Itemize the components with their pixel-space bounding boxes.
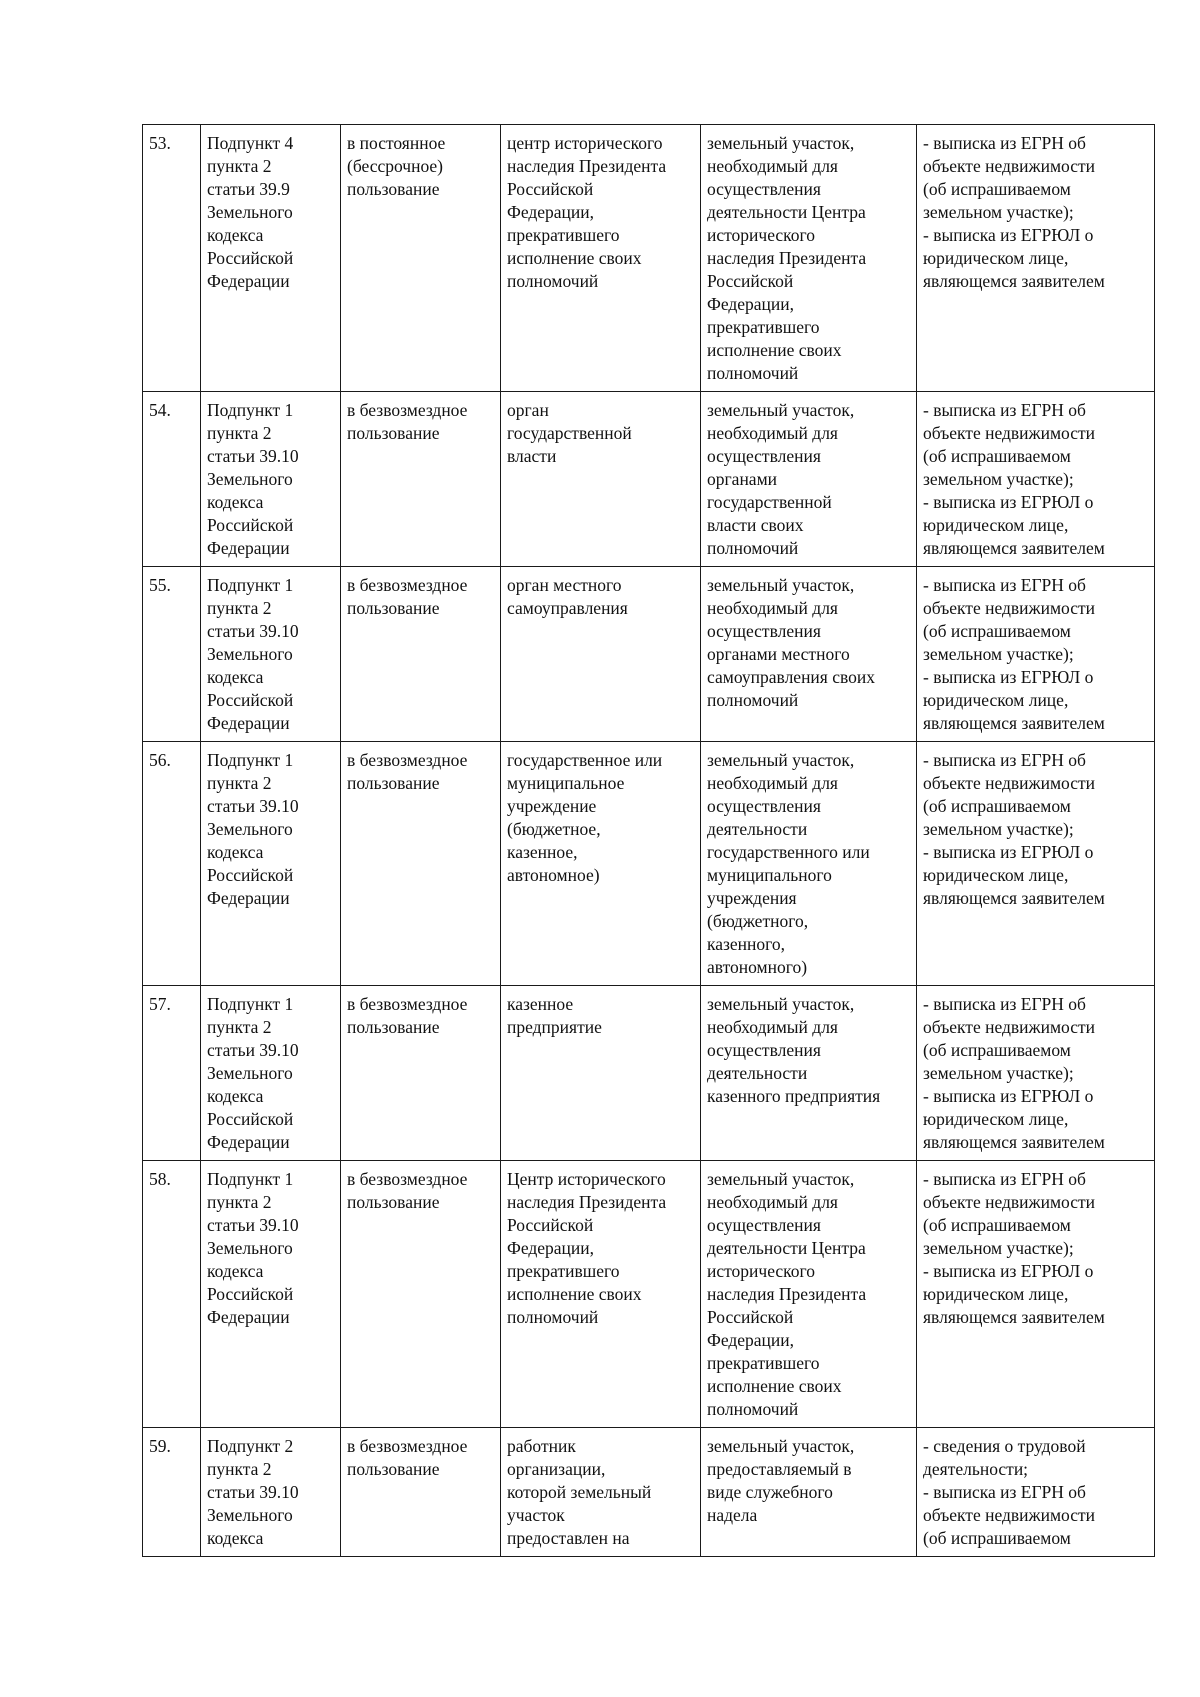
applicant-cell — [501, 125, 701, 392]
documents-cell — [917, 986, 1155, 1161]
table-body — [143, 125, 1155, 1557]
land-purpose-cell — [701, 392, 917, 567]
applicant-cell — [501, 742, 701, 986]
land-purpose-cell — [701, 567, 917, 742]
cell-line: Федерации, — [707, 294, 795, 314]
cell-line: земельный участок, — [707, 575, 855, 595]
cell-line: пункта 2 — [207, 598, 272, 618]
cell-line: объекте недвижимости — [923, 773, 1096, 793]
cell-line: наследия Президента — [507, 1192, 667, 1212]
cell-line: прекратившего — [507, 1261, 620, 1281]
cell-line: государственного или — [707, 842, 870, 862]
cell-line: 57. — [149, 994, 171, 1014]
documents-cell — [917, 1161, 1155, 1428]
cell-line: в безвозмездное — [347, 994, 468, 1014]
cell-line: Российской — [707, 271, 794, 291]
cell-line: кодекса — [207, 667, 264, 687]
cell-line: пункта 2 — [207, 773, 272, 793]
row-number — [143, 742, 201, 986]
cell-line: 56. — [149, 750, 171, 770]
cell-line: в безвозмездное — [347, 1169, 468, 1189]
legal-basis-cell — [201, 392, 341, 567]
cell-line: (бюджетного, — [707, 911, 809, 931]
cell-line: центр исторического — [507, 133, 663, 153]
cell-line: юридическом лице, — [923, 865, 1069, 885]
services-table — [142, 124, 1155, 1557]
cell-line: Земельного — [207, 819, 293, 839]
row-number — [143, 392, 201, 567]
applicant-cell — [501, 392, 701, 567]
cell-line: деятельности — [707, 1063, 808, 1083]
row-number — [143, 125, 201, 392]
cell-line: казенного предприятия — [707, 1086, 881, 1106]
cell-line: (об испрашиваемом — [923, 1215, 1071, 1235]
cell-line: наследия Президента — [707, 1284, 867, 1304]
cell-line: земельном участке); — [923, 469, 1074, 489]
cell-line: 59. — [149, 1436, 171, 1456]
land-purpose-cell — [701, 986, 917, 1161]
row-number — [143, 567, 201, 742]
documents-cell — [917, 742, 1155, 986]
cell-line: полномочий — [507, 271, 599, 291]
land-purpose-cell — [701, 742, 917, 986]
cell-line: - выписка из ЕГРЮЛ о — [923, 1261, 1094, 1281]
cell-line: участок — [507, 1505, 565, 1525]
cell-line: Земельного — [207, 469, 293, 489]
cell-line: Подпункт 1 — [207, 575, 294, 595]
legal-basis-cell — [201, 1428, 341, 1557]
land-purpose-cell — [701, 1161, 917, 1428]
cell-line: органами местного — [707, 644, 850, 664]
cell-line: юридическом лице, — [923, 248, 1069, 268]
row-number — [143, 1161, 201, 1428]
cell-line: самоуправления своих — [707, 667, 876, 687]
cell-line: осуществления — [707, 446, 821, 466]
cell-line: муниципальное — [507, 773, 625, 793]
cell-line: - выписка из ЕГРН об — [923, 750, 1086, 770]
cell-line: в безвозмездное — [347, 400, 468, 420]
right-type-cell — [341, 125, 501, 392]
cell-line: - выписка из ЕГРН об — [923, 400, 1086, 420]
cell-line: необходимый для — [707, 1192, 838, 1212]
cell-line: пункта 2 — [207, 1459, 272, 1479]
legal-basis-cell — [201, 567, 341, 742]
cell-line: осуществления — [707, 1215, 821, 1235]
cell-line: - выписка из ЕГРН об — [923, 133, 1086, 153]
cell-line: прекратившего — [707, 317, 820, 337]
cell-line: объекте недвижимости — [923, 1017, 1096, 1037]
cell-line: статьи 39.10 — [207, 1040, 299, 1060]
cell-line: орган — [507, 400, 549, 420]
cell-line: 58. — [149, 1169, 171, 1189]
cell-line: статьи 39.10 — [207, 621, 299, 641]
cell-line: казенного, — [707, 934, 786, 954]
cell-line: Федерации — [207, 538, 290, 558]
cell-line: объекте недвижимости — [923, 1505, 1096, 1525]
cell-line: являющемся заявителем — [923, 271, 1105, 291]
cell-line: власти — [507, 446, 557, 466]
cell-line: муниципального — [707, 865, 832, 885]
table-row — [143, 742, 1155, 986]
cell-line: пользование — [347, 1459, 440, 1479]
cell-line: предоставлен на — [507, 1528, 630, 1548]
cell-line: исторического — [707, 225, 816, 245]
cell-line: являющемся заявителем — [923, 538, 1105, 558]
cell-line: органами — [707, 469, 778, 489]
cell-line: Земельного — [207, 1238, 293, 1258]
cell-line: казенное — [507, 994, 574, 1014]
cell-line: являющемся заявителем — [923, 1307, 1105, 1327]
cell-line: полномочий — [707, 690, 799, 710]
cell-line: пользование — [347, 598, 440, 618]
cell-line: осуществления — [707, 179, 821, 199]
row-number — [143, 1428, 201, 1557]
cell-line: исполнение своих — [507, 248, 642, 268]
cell-line: юридическом лице, — [923, 1109, 1069, 1129]
cell-line: (об испрашиваемом — [923, 1040, 1071, 1060]
applicant-cell — [501, 1161, 701, 1428]
cell-line: автономное) — [507, 865, 600, 885]
cell-line: Российской — [207, 1284, 294, 1304]
cell-line: Федерации, — [507, 1238, 595, 1258]
cell-line: земельный участок, — [707, 400, 855, 420]
cell-line: необходимый для — [707, 1017, 838, 1037]
row-number — [143, 986, 201, 1161]
cell-line: земельном участке); — [923, 644, 1074, 664]
cell-line: являющемся заявителем — [923, 1132, 1105, 1152]
cell-line: кодекса — [207, 1086, 264, 1106]
cell-line: Российской — [707, 1307, 794, 1327]
cell-line: объекте недвижимости — [923, 1192, 1096, 1212]
cell-line: исполнение своих — [707, 340, 842, 360]
cell-line: прекратившего — [507, 225, 620, 245]
cell-line: статьи 39.10 — [207, 1215, 299, 1235]
cell-line: прекратившего — [707, 1353, 820, 1373]
applicant-cell — [501, 1428, 701, 1557]
cell-line: полномочий — [707, 538, 799, 558]
cell-line: деятельности Центра — [707, 202, 866, 222]
cell-line: государственной — [507, 423, 632, 443]
cell-line: самоуправления — [507, 598, 628, 618]
cell-line: Российской — [207, 865, 294, 885]
cell-line: исполнение своих — [707, 1376, 842, 1396]
cell-line: учреждения — [707, 888, 797, 908]
right-type-cell — [341, 392, 501, 567]
cell-line: Подпункт 1 — [207, 750, 294, 770]
cell-line: Федерации — [207, 1307, 290, 1327]
cell-line: Российской — [207, 690, 294, 710]
cell-line: Подпункт 4 — [207, 133, 294, 153]
cell-line: кодекса — [207, 1261, 264, 1281]
cell-line: деятельности Центра — [707, 1238, 866, 1258]
cell-line: орган местного — [507, 575, 622, 595]
land-purpose-cell — [701, 1428, 917, 1557]
cell-line: власти своих — [707, 515, 804, 535]
cell-line: пользование — [347, 773, 440, 793]
legal-basis-cell — [201, 742, 341, 986]
cell-line: - выписка из ЕГРЮЛ о — [923, 492, 1094, 512]
cell-line: Земельного — [207, 644, 293, 664]
cell-line: предоставляемый в — [707, 1459, 852, 1479]
cell-line: в безвозмездное — [347, 750, 468, 770]
cell-line: земельном участке); — [923, 202, 1074, 222]
cell-line: кодекса — [207, 842, 264, 862]
cell-line: осуществления — [707, 621, 821, 641]
cell-line: пункта 2 — [207, 1017, 272, 1037]
cell-line: деятельности — [707, 819, 808, 839]
table-row — [143, 1161, 1155, 1428]
applicant-cell — [501, 986, 701, 1161]
cell-line: Земельного — [207, 202, 293, 222]
right-type-cell — [341, 986, 501, 1161]
cell-line: наследия Президента — [707, 248, 867, 268]
cell-line: Подпункт 1 — [207, 994, 294, 1014]
cell-line: земельный участок, — [707, 1436, 855, 1456]
cell-line: кодекса — [207, 225, 264, 245]
cell-line: необходимый для — [707, 773, 838, 793]
cell-line: Российской — [507, 179, 594, 199]
cell-line: (об испрашиваемом — [923, 179, 1071, 199]
cell-line: в безвозмездное — [347, 575, 468, 595]
cell-line: необходимый для — [707, 156, 838, 176]
right-type-cell — [341, 567, 501, 742]
cell-line: земельном участке); — [923, 819, 1074, 839]
cell-line: осуществления — [707, 796, 821, 816]
cell-line: пользование — [347, 179, 440, 199]
table-row — [143, 567, 1155, 742]
cell-line: пункта 2 — [207, 423, 272, 443]
cell-line: учреждение — [507, 796, 597, 816]
cell-line: статьи 39.9 — [207, 179, 290, 199]
cell-line: юридическом лице, — [923, 515, 1069, 535]
cell-line: - выписка из ЕГРН об — [923, 575, 1086, 595]
cell-line: объекте недвижимости — [923, 156, 1096, 176]
cell-line: - выписка из ЕГРЮЛ о — [923, 842, 1094, 862]
cell-line: полномочий — [507, 1307, 599, 1327]
cell-line: Федерации — [207, 713, 290, 733]
cell-line: автономного) — [707, 957, 808, 977]
documents-cell — [917, 392, 1155, 567]
cell-line: земельный участок, — [707, 133, 855, 153]
cell-line: деятельности; — [923, 1459, 1029, 1479]
cell-line: казенное, — [507, 842, 578, 862]
cell-line: наследия Президента — [507, 156, 667, 176]
cell-line: необходимый для — [707, 598, 838, 618]
cell-line: - выписка из ЕГРЮЛ о — [923, 225, 1094, 245]
cell-line: пункта 2 — [207, 156, 272, 176]
cell-line: статьи 39.10 — [207, 796, 299, 816]
cell-line: Центр исторического — [507, 1169, 666, 1189]
cell-line: (об испрашиваемом — [923, 1528, 1071, 1548]
cell-line: земельном участке); — [923, 1063, 1074, 1083]
cell-line: - выписка из ЕГРН об — [923, 1169, 1086, 1189]
right-type-cell — [341, 1161, 501, 1428]
cell-line: земельный участок, — [707, 750, 855, 770]
cell-line: пользование — [347, 1192, 440, 1212]
cell-line: (об испрашиваемом — [923, 446, 1071, 466]
table-row — [143, 1428, 1155, 1557]
cell-line: земельный участок, — [707, 1169, 855, 1189]
cell-line: кодекса — [207, 492, 264, 512]
cell-line: государственной — [707, 492, 832, 512]
cell-line: Федерации — [207, 271, 290, 291]
cell-line: юридическом лице, — [923, 1284, 1069, 1304]
right-type-cell — [341, 1428, 501, 1557]
applicant-cell — [501, 567, 701, 742]
cell-line: являющемся заявителем — [923, 888, 1105, 908]
cell-line: - выписка из ЕГРН об — [923, 1482, 1086, 1502]
cell-line: (об испрашиваемом — [923, 796, 1071, 816]
cell-line: Российской — [207, 1109, 294, 1129]
cell-line: - выписка из ЕГРЮЛ о — [923, 667, 1094, 687]
cell-line: Федерации, — [707, 1330, 795, 1350]
cell-line: полномочий — [707, 363, 799, 383]
right-type-cell — [341, 742, 501, 986]
cell-line: юридическом лице, — [923, 690, 1069, 710]
cell-line: исторического — [707, 1261, 816, 1281]
cell-line: надела — [707, 1505, 758, 1525]
cell-line: необходимый для — [707, 423, 838, 443]
cell-line: 53. — [149, 133, 171, 153]
cell-line: Подпункт 1 — [207, 400, 294, 420]
cell-line: земельный участок, — [707, 994, 855, 1014]
cell-line: 54. — [149, 400, 171, 420]
cell-line: объекте недвижимости — [923, 598, 1096, 618]
cell-line: работник — [507, 1436, 576, 1456]
cell-line: (об испрашиваемом — [923, 621, 1071, 641]
cell-line: (бессрочное) — [347, 156, 444, 176]
cell-line: Федерации — [207, 1132, 290, 1152]
cell-line: статьи 39.10 — [207, 1482, 299, 1502]
legal-basis-cell — [201, 986, 341, 1161]
cell-line: Подпункт 1 — [207, 1169, 294, 1189]
legal-basis-cell — [201, 125, 341, 392]
cell-line: исполнение своих — [507, 1284, 642, 1304]
cell-line: в безвозмездное — [347, 1436, 468, 1456]
cell-line: виде служебного — [707, 1482, 833, 1502]
cell-line: Федерации — [207, 888, 290, 908]
cell-line: предприятие — [507, 1017, 602, 1037]
documents-cell — [917, 125, 1155, 392]
cell-line: - выписка из ЕГРН об — [923, 994, 1086, 1014]
cell-line: - выписка из ЕГРЮЛ о — [923, 1086, 1094, 1106]
cell-line: объекте недвижимости — [923, 423, 1096, 443]
legal-basis-cell — [201, 1161, 341, 1428]
cell-line: государственное или — [507, 750, 663, 770]
cell-line: 55. — [149, 575, 171, 595]
cell-line: Российской — [207, 248, 294, 268]
cell-line: осуществления — [707, 1040, 821, 1060]
cell-line: Подпункт 2 — [207, 1436, 294, 1456]
cell-line: Земельного — [207, 1505, 293, 1525]
cell-line: которой земельный — [507, 1482, 652, 1502]
cell-line: Российской — [207, 515, 294, 535]
cell-line: пункта 2 — [207, 1192, 272, 1212]
cell-line: Земельного — [207, 1063, 293, 1083]
table-row — [143, 986, 1155, 1161]
cell-line: пользование — [347, 423, 440, 443]
documents-cell — [917, 567, 1155, 742]
cell-line: в постоянное — [347, 133, 446, 153]
cell-line: кодекса — [207, 1528, 264, 1548]
cell-line: пользование — [347, 1017, 440, 1037]
cell-line: являющемся заявителем — [923, 713, 1105, 733]
cell-line: Российской — [507, 1215, 594, 1235]
cell-line: полномочий — [707, 1399, 799, 1419]
documents-cell — [917, 1428, 1155, 1557]
table-row — [143, 392, 1155, 567]
cell-line: (бюджетное, — [507, 819, 601, 839]
land-purpose-cell — [701, 125, 917, 392]
cell-line: организации, — [507, 1459, 606, 1479]
table-row — [143, 125, 1155, 392]
cell-line: Федерации, — [507, 202, 595, 222]
cell-line: - сведения о трудовой — [923, 1436, 1086, 1456]
cell-line: статьи 39.10 — [207, 446, 299, 466]
cell-line: земельном участке); — [923, 1238, 1074, 1258]
